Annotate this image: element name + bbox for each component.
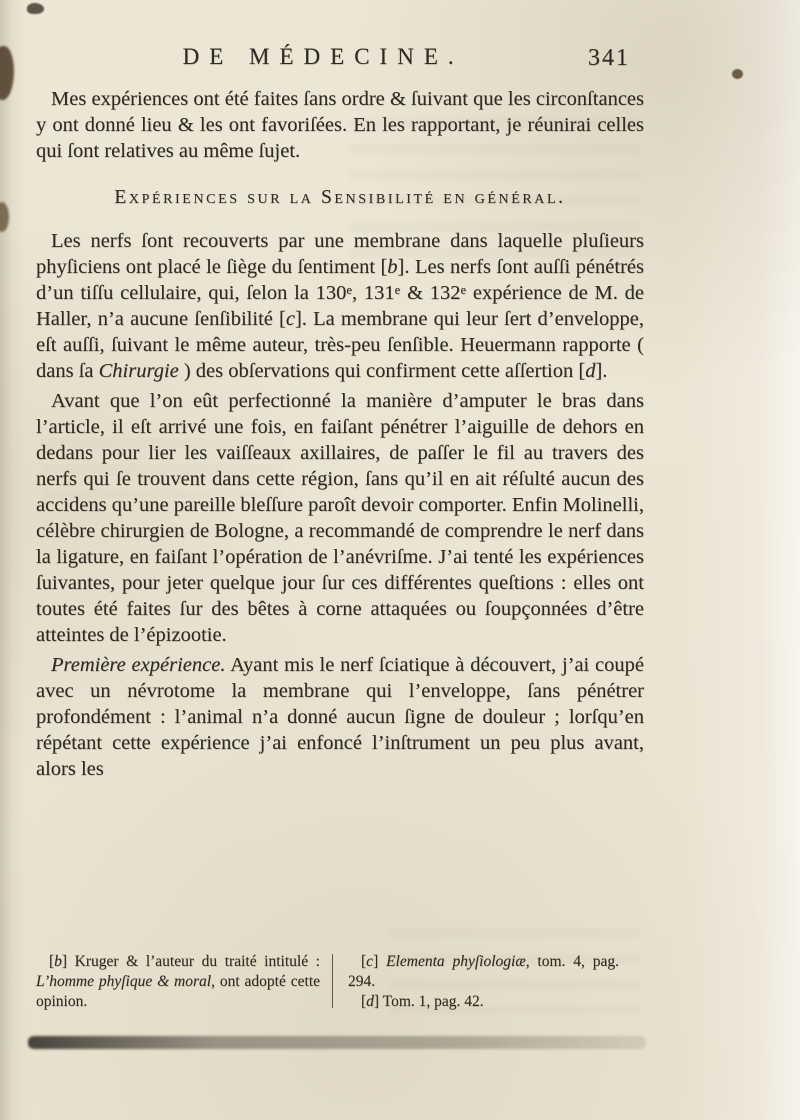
paragraph-intro: Mes expériences ont été faites ſans ordre & ſuivant que les circonſtances y ont donné lieu & les ont favoriſées. En les rapportant, je réunirai celles qui ſont relatives au même ſujet.: [36, 88, 644, 162]
footnote-b: [b] Kruger & l’auteur du traité intitulé : L’homme phyſique & moral, ont adopté cette opinion.: [36, 953, 320, 1010]
ink-spot: [732, 69, 743, 79]
ink-stain: [0, 46, 14, 100]
footnote-c: [c] Elementa phyſiologiæ, tom. 4, pag. 294.: [348, 953, 619, 990]
text-block: [36, 86, 644, 782]
ink-spot: [27, 3, 44, 14]
scan-shadow-band: [28, 1036, 646, 1049]
paragraph-first-experiment: Première expérience. Ayant mis le nerf ſciatique à découvert, j’ai coupé avec un névrotome la membrane qui l’enveloppe, ſans pénétrer profondément : l’animal n’a donné aucun ſigne de douleur ; lorſqu’en répétant cette expérience j’ai enfoncé l’inſtrument un peu plus avant, alors les: [36, 654, 644, 780]
footnotes: [36, 952, 644, 1012]
footnote-column-left: [36, 952, 332, 1012]
paragraph-nerves-membrane: Les nerfs ſont recouverts par une membrane dans laquelle pluſieurs phyſiciens ont placé le ſiège du ſentiment [b]. Les nerfs ſont auſſi pénétrés d’un tiſſu cellulaire, qui, ſelon la 130e, 131e & 132e expérience de M. de Haller, n’a aucune ſenſibilité [c]. La membrane qui leur ſert d’enveloppe, eſt auſſi, ſuivant le même auteur, très-peu ſenſible. Heuermann rapporte ( dans ſa Chirurgie ) des obſervations qui confirment cette aſſertion [d].: [36, 230, 645, 382]
footnote-d: [d] Tom. 1, pag. 42.: [361, 993, 484, 1010]
paragraph-amputation: Avant que l’on eût perfectionné la manière d’amputer le bras dans l’article, il eſt arrivé une fois, en faiſant pénétrer l’aiguille de dehors en dedans pour lier les vaiſſeaux axillaires, de paſſer le fil au travers des nerfs qui ſe trouvent dans cette région, ſans qu’il en ait réſulté aucun des accidens qu’une pareille bleſſure paroît devoir comporter. Enfin Molinelli, célèbre chirurgien de Bologne, a recommandé de comprendre le nerf dans la ligature, en faiſant l’opération de l’anévriſme. J’ai tenté les expériences ſuivantes, pour jeter quelque jour ſur ces différentes queſtions : elles ont toutes été faites ſur des bêtes à corne attaquées ou ſoupçonnées d’être atteintes de l’épizootie.: [36, 390, 644, 646]
footnote-column-right: [333, 952, 619, 1012]
running-title: DE MÉDECINE.: [182, 44, 464, 69]
page-number: 341: [588, 45, 630, 71]
page-header: [36, 44, 644, 76]
ink-stain: [0, 202, 9, 232]
section-heading: Expériences sur la Sensibilité en général.: [114, 187, 566, 208]
